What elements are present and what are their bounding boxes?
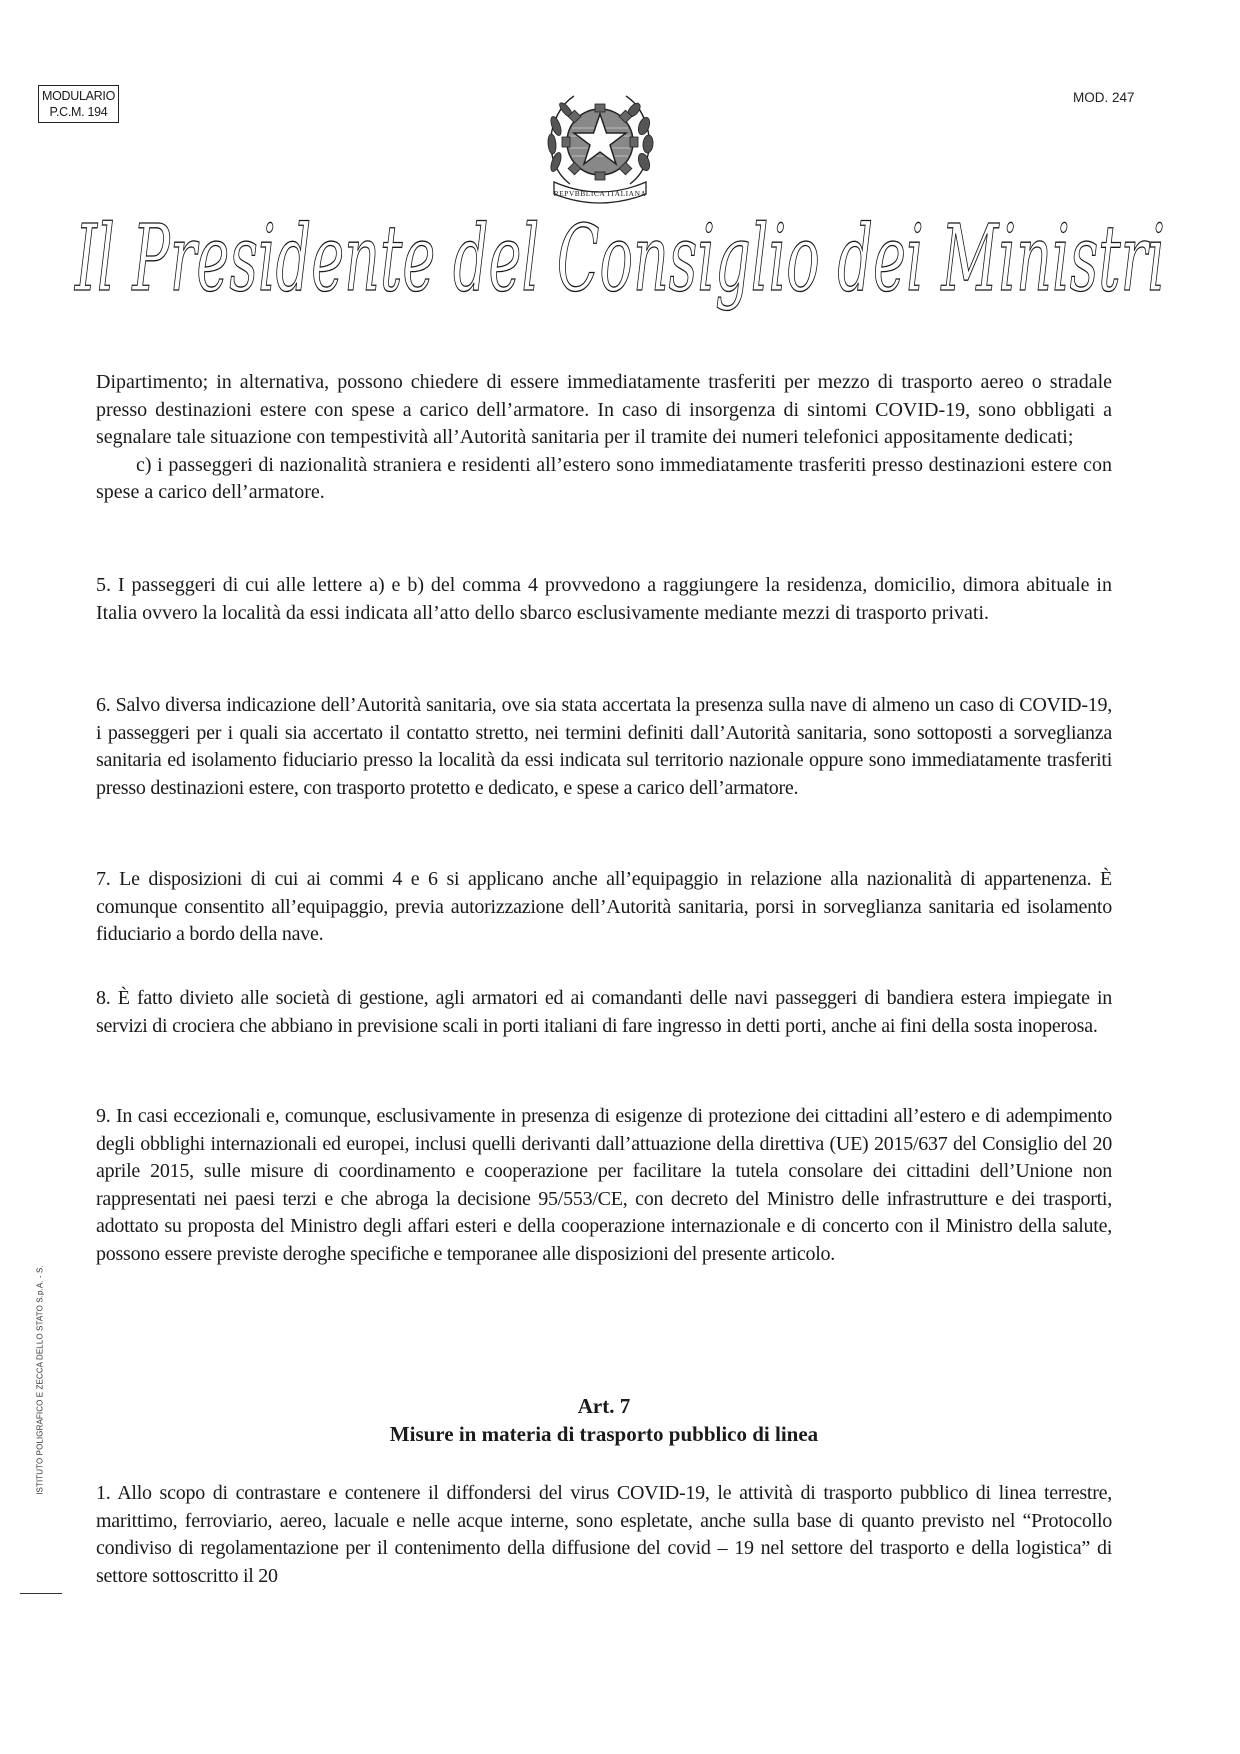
letterhead-script: [60, 208, 1180, 328]
continuation-paragraph: Dipartimento; in alternativa, possono chiedere di essere immediatamente trasferiti per mezzo di trasporto aereo o stradale presso destinazioni estere con spese a carico dell’armatore. In caso di insorgenza di sintomi COVID-19, sono obbligati a segnalare tale situazione con tempestività all’Autorità sanitaria per il tramite dei numeri telefonici appositamente dedicati;: [96, 371, 1112, 448]
paragraph-7: [96, 866, 1112, 949]
paragraph-text: 8. È fatto divieto alle società di gestione, agli armatori ed ai comandanti delle navi passeggeri di bandiera estera impiegate in servizi di crociera che abbiano in previsione scali in porti italiani di fare ingresso in detti porti, anche ai fini della sosta inoperosa.: [96, 987, 1112, 1037]
paragraph-9: [96, 1103, 1112, 1268]
continuation-block: [96, 369, 1112, 507]
printer-imprint: ISTITUTO POLIGRAFICO E ZECCA DELLO STATO S.p.A. - S.: [35, 1265, 45, 1495]
article-number: Art. 7: [577, 1394, 631, 1418]
margin-rule: [20, 1593, 62, 1594]
item-c: c) i passeggeri di nazionalità straniera e residenti all’estero sono immediatamente trasferiti presso destinazioni estere con spese a carico dell’armatore.: [96, 453, 1112, 503]
paragraph-6: [96, 692, 1112, 802]
paragraph-text: 1. Allo scopo di contrastare e contenere il diffondersi del virus COVID-19, le attività di trasporto pubblico di linea terrestre, marittimo, ferroviario, aereo, lacuale e nelle acque interne, sono espletate, anche sulla base di quanto previsto nel “Protocollo condiviso di regolamentazione per il contenimento della diffusione del covid – 19 nel settore del trasporto e della logistica” di settore sottoscritto il 20: [96, 1482, 1112, 1587]
paragraph-5: [96, 572, 1112, 627]
form-code: MOD. 247: [1073, 90, 1135, 105]
letterhead-text: Il Presidente del Consiglio dei Ministri: [73, 208, 1165, 312]
modulario-label: MODULARIO: [41, 89, 115, 103]
svg-text:REPVBBLICA ITALIANA: REPVBBLICA ITALIANA: [553, 189, 647, 198]
italian-republic-emblem: [540, 84, 660, 209]
paragraph-text: 5. I passeggeri di cui alle lettere a) e b) del comma 4 provvedono a raggiungere la residenza, domicilio, dimora abituale in Italia ovvero la località da essi indicata all’atto dello sbarco esclusivamente mediante mezzi di trasporto privati.: [96, 574, 1112, 624]
paragraph-text: 6. Salvo diversa indicazione dell’Autorità sanitaria, ove sia stata accertata la presenza sulla nave di almeno un caso di COVID-19, i passeggeri per i quali sia accertato il contatto stretto, nei termini definiti dall’Autorità sanitaria, sono sottoposti a sorveglianza sanitaria ed isolamento fiduciario presso la località da essi indicata sul territorio nazionale oppure sono immediatamente trasferiti presso destinazioni estere, con trasporto protetto e dedicato, e spese a carico dell’armatore.: [96, 694, 1112, 799]
paragraph-text: 9. In casi eccezionali e, comunque, esclusivamente in presenza di esigenze di protezione dei cittadini all’estero e di adempimento degli obblighi internazionali ed europei, inclusi quelli derivanti dall’attuazione della direttiva (UE) 2015/637 del Consiglio del 20 aprile 2015, sulle misure di coordinamento e cooperazione per facilitare la tutela consolare dei cittadini dell’Unione non rappresentati nei paesi terzi e che abroga la decisione 95/553/CE, con decreto del Ministro delle infrastrutture e dei trasporti, adottato su proposta del Ministro degli affari esteri e della cooperazione internazionale e di concerto con il Ministro della salute, possono essere previste deroghe specifiche e temporanee alle disposizioni del presente articolo.: [96, 1105, 1112, 1265]
paragraph-8: [96, 985, 1112, 1040]
modulario-code: P.C.M. 194: [49, 105, 108, 119]
article-7-paragraph-1: [96, 1480, 1112, 1590]
article-title: Misure in materia di trasporto pubblico di linea: [389, 1422, 819, 1446]
modulario-box: [38, 85, 119, 123]
article-heading: [96, 1392, 1112, 1448]
paragraph-text: 7. Le disposizioni di cui ai commi 4 e 6 si applicano anche all’equipaggio in relazione alla nazionalità di appartenenza. È comunque consentito all’equipaggio, previa autorizzazione dell’Autorità sanitaria, porsi in sorveglianza sanitaria ed isolamento fiduciario a bordo della nave.: [96, 868, 1112, 945]
